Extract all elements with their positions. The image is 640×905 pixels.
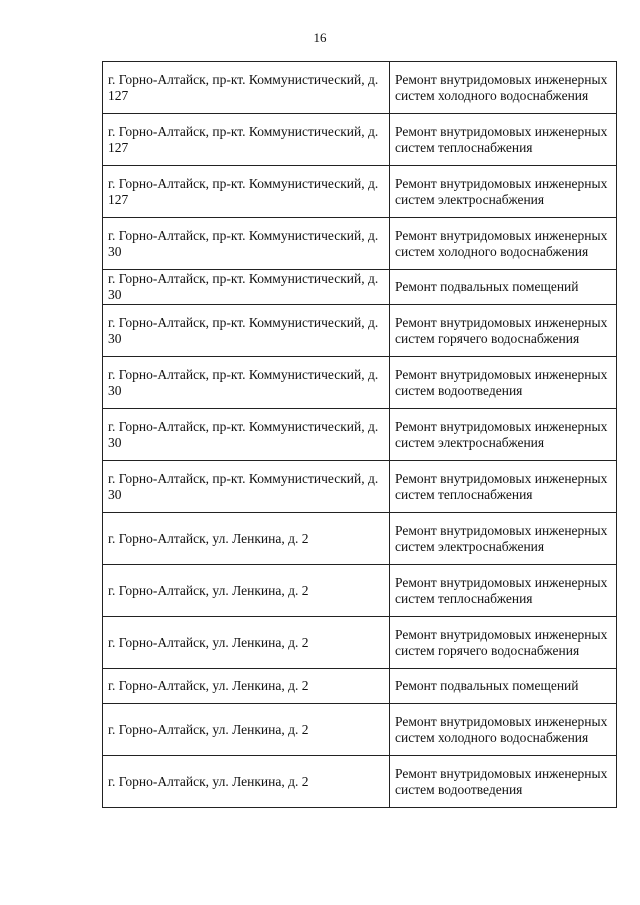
- table-row: [103, 305, 617, 357]
- table-row: [103, 513, 617, 565]
- work-type-cell: Ремонт внутридомовых инженерных систем водоотведения: [390, 357, 617, 409]
- work-type-cell: Ремонт внутридомовых инженерных систем холодного водоснабжения: [390, 704, 617, 756]
- address-cell: г. Горно-Алтайск, ул. Ленкина, д. 2: [103, 669, 390, 704]
- work-type-cell: Ремонт подвальных помещений: [390, 270, 617, 305]
- page-number: 16: [313, 30, 327, 45]
- table-row: [103, 114, 617, 166]
- address-cell: г. Горно-Алтайск, ул. Ленкина, д. 2: [103, 756, 390, 808]
- work-type-cell: Ремонт внутридомовых инженерных систем холодного водоснабжения: [390, 62, 617, 114]
- address-cell: г. Горно-Алтайск, ул. Ленкина, д. 2: [103, 565, 390, 617]
- table-row: [103, 617, 617, 669]
- address-cell: г. Горно-Алтайск, пр-кт. Коммунистический, д. 127: [103, 114, 390, 166]
- table-row: [103, 461, 617, 513]
- repair-works-table: [102, 61, 617, 808]
- work-type-cell: Ремонт внутридомовых инженерных систем электроснабжения: [390, 166, 617, 218]
- work-type-cell: Ремонт внутридомовых инженерных систем теплоснабжения: [390, 461, 617, 513]
- address-cell: г. Горно-Алтайск, пр-кт. Коммунистический, д. 30: [103, 461, 390, 513]
- work-type-cell: Ремонт внутридомовых инженерных систем электроснабжения: [390, 513, 617, 565]
- table-row: [103, 565, 617, 617]
- work-type-cell: Ремонт внутридомовых инженерных систем теплоснабжения: [390, 565, 617, 617]
- work-type-cell: Ремонт внутридомовых инженерных систем горячего водоснабжения: [390, 305, 617, 357]
- table-row: [103, 270, 617, 305]
- address-cell: г. Горно-Алтайск, пр-кт. Коммунистический, д. 127: [103, 166, 390, 218]
- table-row: [103, 704, 617, 756]
- work-type-cell: Ремонт внутридомовых инженерных систем холодного водоснабжения: [390, 218, 617, 270]
- work-type-cell: Ремонт внутридомовых инженерных систем горячего водоснабжения: [390, 617, 617, 669]
- address-cell: г. Горно-Алтайск, пр-кт. Коммунистический, д. 30: [103, 218, 390, 270]
- address-cell: г. Горно-Алтайск, пр-кт. Коммунистический, д. 30: [103, 270, 390, 305]
- table-row: [103, 756, 617, 808]
- address-cell: г. Горно-Алтайск, пр-кт. Коммунистический, д. 30: [103, 357, 390, 409]
- address-cell: г. Горно-Алтайск, пр-кт. Коммунистический, д. 30: [103, 409, 390, 461]
- work-type-cell: Ремонт внутридомовых инженерных систем водоотведения: [390, 756, 617, 808]
- work-type-cell: Ремонт внутридомовых инженерных систем электроснабжения: [390, 409, 617, 461]
- table-row: [103, 218, 617, 270]
- table-row: [103, 357, 617, 409]
- table-row: [103, 669, 617, 704]
- table-row: [103, 409, 617, 461]
- work-type-cell: Ремонт внутридомовых инженерных систем теплоснабжения: [390, 114, 617, 166]
- address-cell: г. Горно-Алтайск, ул. Ленкина, д. 2: [103, 617, 390, 669]
- table-row: [103, 166, 617, 218]
- table-row: [103, 62, 617, 114]
- work-type-cell: Ремонт подвальных помещений: [390, 669, 617, 704]
- address-cell: г. Горно-Алтайск, пр-кт. Коммунистический, д. 127: [103, 62, 390, 114]
- address-cell: г. Горно-Алтайск, ул. Ленкина, д. 2: [103, 704, 390, 756]
- address-cell: г. Горно-Алтайск, ул. Ленкина, д. 2: [103, 513, 390, 565]
- address-cell: г. Горно-Алтайск, пр-кт. Коммунистический, д. 30: [103, 305, 390, 357]
